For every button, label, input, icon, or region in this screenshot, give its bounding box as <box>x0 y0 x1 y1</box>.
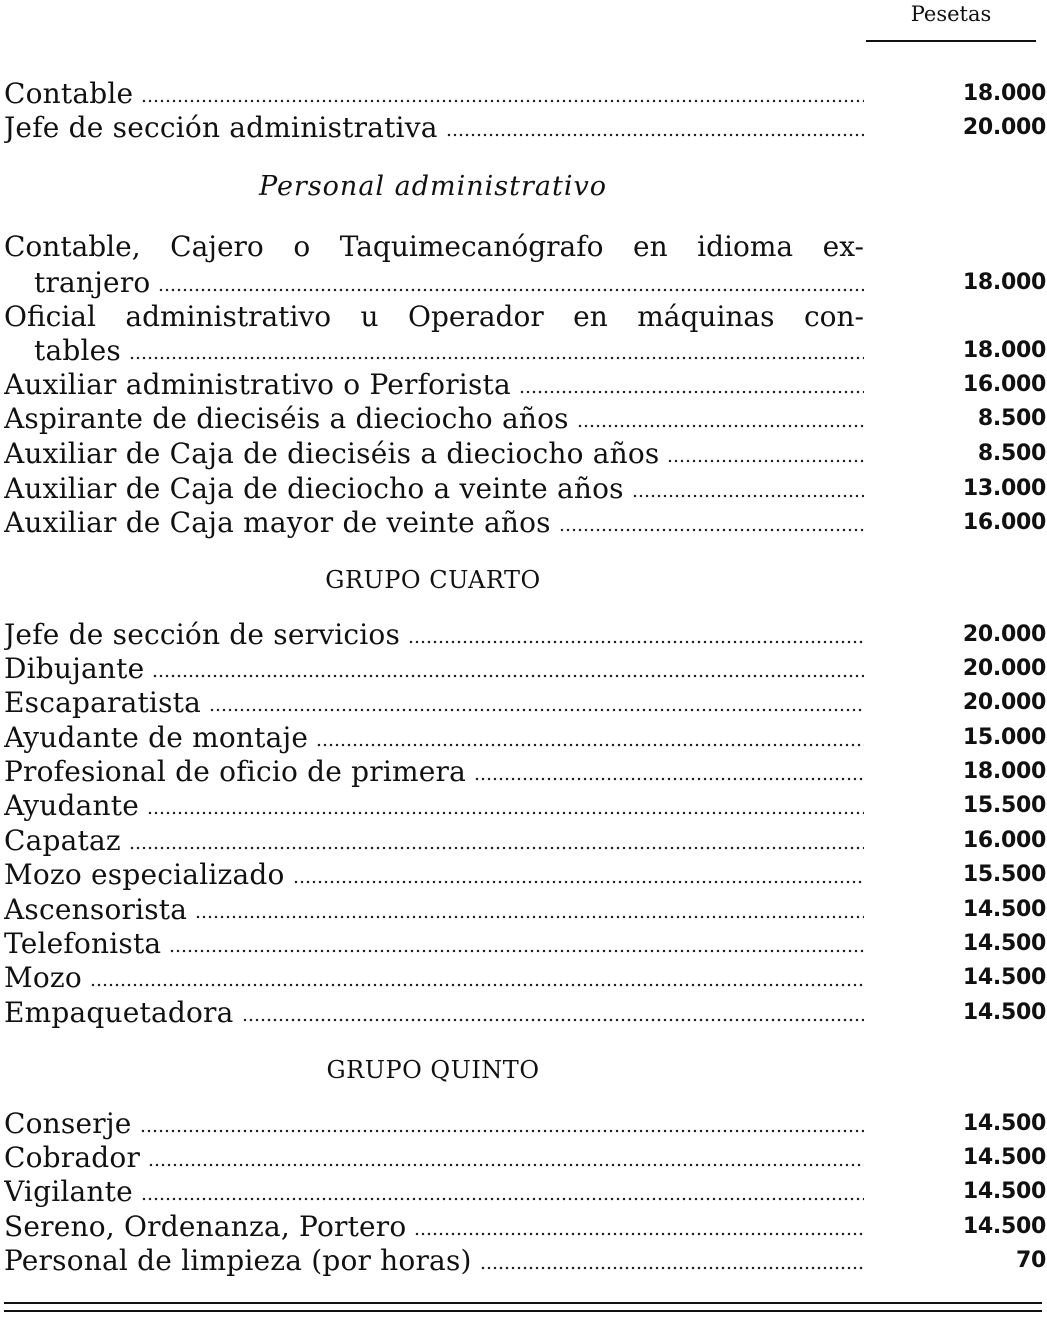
dot-leader <box>140 1128 865 1134</box>
dot-leader <box>169 948 864 954</box>
header-rule <box>866 40 1036 42</box>
dot-leader <box>577 423 864 429</box>
row-value: 14.500 <box>962 1145 1046 1170</box>
dot-leader <box>141 1196 864 1202</box>
table-row <box>4 77 1046 111</box>
row-label: Ayudante <box>4 789 140 822</box>
row-label: Dibujante <box>4 652 145 685</box>
dot-leader <box>293 879 864 885</box>
dot-leader <box>316 742 864 748</box>
row-value: 14.500 <box>962 1000 1046 1025</box>
table-row <box>4 1210 1046 1244</box>
dot-leader <box>242 1017 864 1023</box>
table-row-line1 <box>4 300 1046 334</box>
dot-leader <box>129 845 864 851</box>
dot-leader <box>129 355 864 361</box>
dot-leader <box>195 914 864 920</box>
row-value: 14.500 <box>962 965 1046 990</box>
row-label: Sereno, Ordenanza, Portero <box>4 1210 407 1243</box>
table-row <box>4 437 1046 471</box>
row-label: Contable <box>4 77 134 110</box>
row-value: 15.500 <box>962 793 1046 818</box>
row-label: Telefonista <box>4 927 162 960</box>
dot-leader <box>480 1265 864 1271</box>
table-row <box>4 927 1046 961</box>
table-row <box>4 755 1046 789</box>
row-label-line1: Oficial administrativo u Operador en máquinas con- <box>4 300 864 333</box>
table-row <box>4 996 1046 1030</box>
row-value: 20.000 <box>962 656 1046 681</box>
table-row <box>4 686 1046 720</box>
row-label: Mozo especializado <box>4 858 285 891</box>
section-title-grupo-quinto: GRUPO QUINTO <box>326 1056 540 1084</box>
row-label: Profesional de oficio de primera <box>4 755 467 788</box>
row-value: 15.000 <box>962 725 1046 750</box>
row-value: 20.000 <box>962 622 1046 647</box>
section-title-personal-administrativo: Personal administrativo <box>258 171 607 202</box>
dot-leader <box>446 132 864 138</box>
row-value: 14.500 <box>962 1214 1046 1239</box>
dot-leader <box>158 287 864 293</box>
dot-leader <box>414 1231 864 1237</box>
row-label-line1: Contable, Cajero o Taquimecanógrafo en idioma ex- <box>4 230 864 263</box>
table-row <box>4 266 1046 300</box>
row-value: 20.000 <box>962 690 1046 715</box>
row-label: Escaparatista <box>4 686 202 719</box>
row-label: Ayudante de montaje <box>4 721 309 754</box>
row-label: Cobrador <box>4 1141 141 1174</box>
dot-leader <box>141 98 864 104</box>
row-label: Jefe de sección de servicios <box>4 618 401 651</box>
dot-leader <box>147 810 864 816</box>
row-value: 14.500 <box>962 1179 1046 1204</box>
dot-leader <box>474 776 864 782</box>
table-row <box>4 721 1046 755</box>
table-row <box>4 1175 1046 1209</box>
row-label: Empaquetadora <box>4 996 234 1029</box>
row-value: 14.500 <box>962 1111 1046 1136</box>
row-value: 14.500 <box>962 897 1046 922</box>
table-row <box>4 506 1046 540</box>
row-label: Vigilante <box>4 1175 133 1208</box>
row-value: 18.000 <box>962 270 1046 295</box>
table-row <box>4 824 1046 858</box>
table-row <box>4 402 1046 436</box>
row-value: 8.500 <box>977 441 1046 466</box>
row-value: 15.500 <box>962 862 1046 887</box>
row-value: 13.000 <box>962 476 1046 501</box>
row-label: Aspirante de dieciséis a dieciocho años <box>4 402 569 435</box>
table-row <box>4 893 1046 927</box>
row-value: 14.500 <box>962 931 1046 956</box>
row-value: 20.000 <box>962 115 1046 140</box>
table-row <box>4 334 1046 368</box>
table-row <box>4 1244 1046 1278</box>
dot-leader <box>632 493 864 499</box>
row-label: Ascensorista <box>4 893 188 926</box>
table-row <box>4 961 1046 995</box>
dot-leader <box>90 982 864 988</box>
row-label-line2: tranjero <box>34 266 151 299</box>
row-value: 18.000 <box>962 759 1046 784</box>
dot-leader <box>148 1162 864 1168</box>
table-row <box>4 1141 1046 1175</box>
row-value: 8.500 <box>977 406 1046 431</box>
dot-leader <box>152 673 864 679</box>
dot-leader <box>519 389 864 395</box>
row-label: Auxiliar administrativo o Perforista <box>4 368 511 401</box>
column-header-pesetas: Pesetas <box>910 2 992 26</box>
dot-leader <box>559 527 864 533</box>
dot-leader <box>408 639 864 645</box>
row-value: 70 <box>1015 1248 1046 1273</box>
row-label-line2: tables <box>34 334 121 367</box>
row-label: Personal de limpieza (por horas) <box>4 1244 472 1277</box>
dot-leader <box>667 458 864 464</box>
row-value: 18.000 <box>962 338 1046 363</box>
row-label: Auxiliar de Caja de dieciocho a veinte años <box>4 472 624 505</box>
table-row-line1 <box>4 230 1046 264</box>
table-row <box>4 652 1046 686</box>
row-value: 16.000 <box>962 828 1046 853</box>
row-value: 18.000 <box>962 81 1046 106</box>
bottom-rule-upper <box>4 1302 1042 1304</box>
section-title-grupo-cuarto: GRUPO CUARTO <box>325 566 541 594</box>
row-label: Conserje <box>4 1107 132 1140</box>
row-label: Auxiliar de Caja mayor de veinte años <box>4 506 551 539</box>
row-label: Auxiliar de Caja de dieciséis a dieciocho años <box>4 437 660 470</box>
bottom-rule-lower <box>4 1310 1042 1312</box>
table-row <box>4 472 1046 506</box>
row-value: 16.000 <box>962 372 1046 397</box>
table-row <box>4 618 1046 652</box>
row-label: Capataz <box>4 824 121 857</box>
table-row <box>4 111 1046 145</box>
row-label: Mozo <box>4 961 82 994</box>
table-row <box>4 858 1046 892</box>
row-label: Jefe de sección administrativa <box>4 111 438 144</box>
table-row <box>4 1107 1046 1141</box>
table-row <box>4 368 1046 402</box>
row-value: 16.000 <box>962 510 1046 535</box>
dot-leader <box>209 707 864 713</box>
table-row <box>4 789 1046 823</box>
